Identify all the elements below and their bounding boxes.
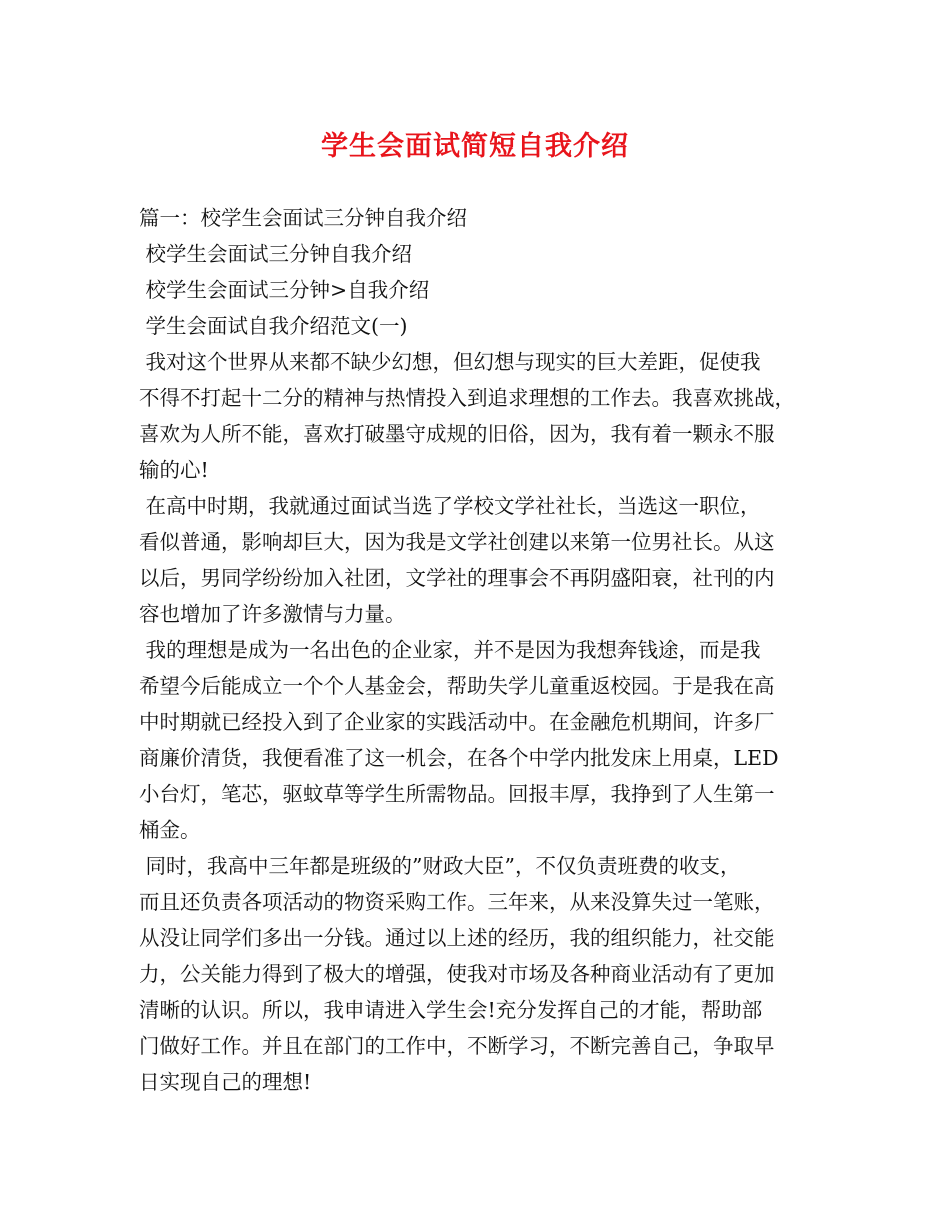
subheading-line: 校学生会面试三分钟>自我介绍	[139, 278, 430, 302]
paragraph-line: 从没让同学们多出一分钱。通过以上述的经历，我的组织能力，社交能	[139, 926, 775, 950]
paragraph-line: 商廉价清货，我便看准了这一机会，在各个中学内批发床上用桌，LED	[139, 746, 779, 770]
document-title: 学生会面试简短自我介绍	[321, 131, 629, 162]
subheading-line: 学生会面试自我介绍范文(一)	[139, 314, 408, 338]
paragraph-line: 同时，我高中三年都是班级的”财政大臣”，不仅负责班费的收支，	[139, 854, 741, 878]
paragraph-line: 而且还负责各项活动的物资采购工作。三年来，从来没算失过一笔账，	[139, 890, 775, 914]
paragraph-line: 看似普通，影响却巨大，因为我是文学社创建以来第一位男社长。从这	[139, 530, 775, 554]
paragraph-line: 日实现自己的理想!	[139, 1070, 312, 1094]
paragraph-line: 以后，男同学纷纷加入社团，文学社的理事会不再阴盛阳衰，社刊的内	[139, 566, 775, 590]
paragraph-line: 我的理想是成为一名出色的企业家，并不是因为我想奔钱途，而是我	[139, 638, 761, 662]
paragraph-line: 门做好工作。并且在部门的工作中，不断学习，不断完善自己，争取早	[139, 1034, 775, 1058]
paragraph-line: 不得不打起十二分的精神与热情投入到追求理想的工作去。我喜欢挑战，	[139, 386, 795, 410]
paragraph-line: 清晰的认识。所以，我申请进入学生会!充分发挥自己的才能，帮助部	[139, 998, 763, 1022]
paragraph-line: 力，公关能力得到了极大的增强，使我对市场及各种商业活动有了更加	[139, 962, 775, 986]
paragraph-line: 容也增加了许多激情与力量。	[139, 602, 406, 626]
document-body	[139, 200, 829, 1100]
paragraph-line: 中时期就已经投入到了企业家的实践活动中。在金融危机期间，许多厂	[139, 710, 775, 734]
paragraph-line: 小台灯，笔芯，驱蚊草等学生所需物品。回报丰厚，我挣到了人生第一	[139, 782, 775, 806]
paragraph-line: 喜欢为人所不能，喜欢打破墨守成规的旧俗，因为，我有着一颗永不服	[139, 422, 775, 446]
heading-line: 篇一：校学生会面试三分钟自我介绍	[139, 206, 467, 230]
paragraph-line: 我对这个世界从来都不缺少幻想，但幻想与现实的巨大差距，促使我	[139, 350, 761, 374]
paragraph-line: 在高中时期，我就通过面试当选了学校文学社社长，当选这一职位，	[139, 494, 761, 518]
subheading-line: 校学生会面试三分钟自我介绍	[139, 242, 413, 266]
paragraph-line: 希望今后能成立一个个人基金会，帮助失学儿童重返校园。于是我在高	[139, 674, 775, 698]
paragraph-line: 输的心!	[139, 458, 209, 482]
paragraph-line: 桶金。	[139, 818, 201, 842]
